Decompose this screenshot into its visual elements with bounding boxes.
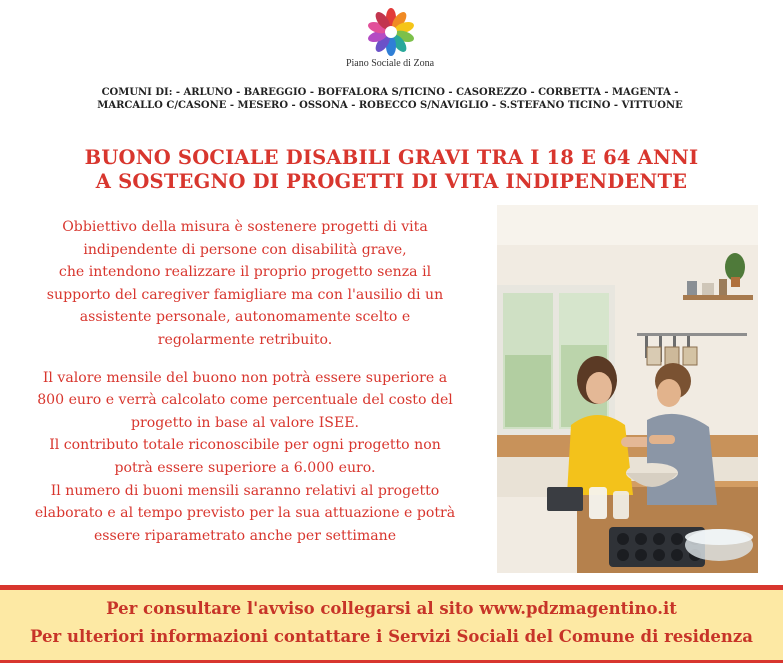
paragraph-2-line: Il numero di buoni mensili saranno relativi al progetto	[50, 482, 440, 499]
footer-website-line: Per consultare l'avviso collegarsi al sito www.pdzmagentino.it	[106, 599, 677, 618]
paragraph-2-line: Il contributo totale riconoscibile per ogni progetto non	[49, 437, 441, 454]
paragraph-2-line: essere riparametrato anche per settimane	[93, 527, 397, 544]
paragraph-1-line: assistente personale, autonomamente scelto e	[79, 309, 411, 326]
footer-banner	[0, 585, 783, 663]
page-title-line-1: BUONO SOCIALE DISABILI GRAVI TRA I 18 E 64 ANNI	[84, 146, 699, 169]
municipalities-list	[60, 86, 720, 112]
paragraph-2-line: progetto in base al valore ISEE.	[130, 414, 360, 431]
paragraph-1-line: che intendono realizzare il proprio progetto senza il	[58, 264, 432, 281]
paragraph-2-line: potrà essere superiore a 6.000 euro.	[114, 459, 376, 476]
page-title	[20, 146, 763, 194]
paragraph-2-line: elaborato e al tempo previsto per la sua attuazione e potrà	[34, 505, 456, 522]
page-title-line-2: A SOSTEGNO DI PROGETTI DI VITA INDIPENDENTE	[95, 170, 688, 193]
kitchen-photo	[497, 205, 758, 573]
logo-caption: Piano Sociale di Zona	[345, 58, 435, 69]
paragraph-1-line: indipendente di persone con disabilità grave,	[83, 241, 407, 258]
paragraph-1-line: supporto del caregiver famigliare ma con l'ausilio di un	[46, 286, 444, 303]
municipalities-line-2: MARCALLO C/CASONE - MESERO - OSSONA - ROBECCO S/NAVIGLIO - S.STEFANO TICINO - VITTUONE	[97, 100, 683, 111]
municipalities-line-1: COMUNI DI: - ARLUNO - BAREGGIO - BOFFALORA S/TICINO - CASOREZZO - CORBETTA - MAGENTA -	[101, 87, 679, 98]
paragraph-1-line: Obbiettivo della misura è sostenere progetti di vita	[62, 219, 428, 235]
footer-divider	[0, 585, 783, 590]
paragraph-2-line: 800 euro e verrà calcolato come percentuale del costo del	[37, 392, 453, 409]
footer-contact-line: Per ulteriori informazioni contattare i Servizi Sociali del Comune di residenza	[30, 627, 753, 646]
piano-sociale-logo-icon	[356, 6, 426, 58]
description-text	[6, 216, 484, 547]
paragraph-1-line: regolarmente retribuito.	[157, 331, 333, 348]
paragraph-2-line: Il valore mensile del buono non potrà essere superiore a	[42, 369, 448, 386]
